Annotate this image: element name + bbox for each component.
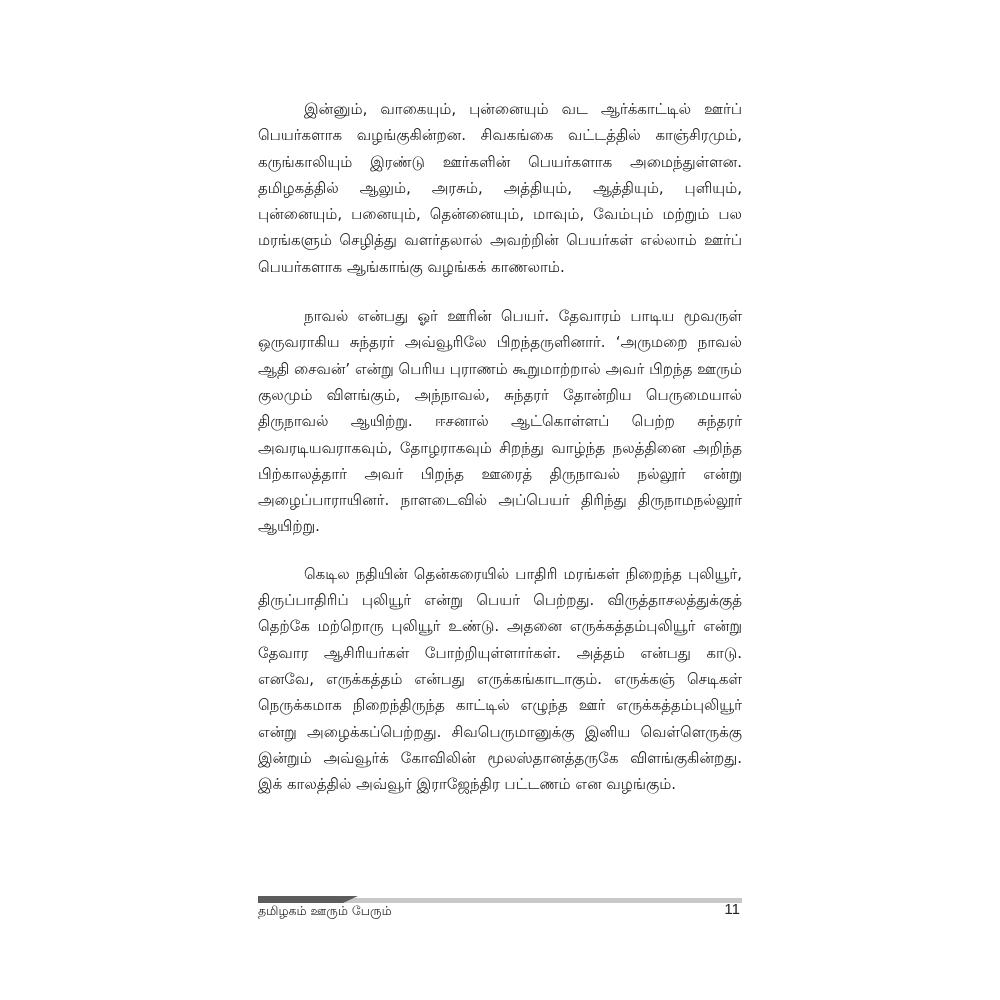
page-number: 11	[724, 901, 740, 918]
paragraph-1: இன்னும், வாகையும், புன்னையும் வட ஆர்க்காட்டில் ஊர்ப் பெயர்களாக வழங்குகின்றன. சிவகங்கை வட்டத்தில் காஞ்சிரமும், கருங்காலியும் இரண்டு ஊர்களின் பெயர்களாக அமைந்துள்ளன. தமிழகத்தில் ஆலும், அரசும், அத்தியும், ஆத்தியும், புளியும், புன்னையும், பனையும், தென்னையும், மாவும், வேம்பும் மற்றும் பல மரங்களும் செழித்து வளர்தலால் அவற்றின் பெயர்கள் எல்லாம் ஊர்ப் பெயர்களாக ஆங்காங்கு வழங்கக் காணலாம்.	[258, 100, 742, 276]
paragraph-3: கெடில நதியின் தென்கரையில் பாதிரி மரங்கள் நிறைந்த புலியூர், திருப்பாதிரிப் புலியூர் என்று பெயர் பெற்றது. விருத்தாசலத்துக்குத் தெற்கே மற்றொரு புலியூர் உண்டு. அதனை எருக்கத்தம்புலியூர் என்று தேவார ஆசிரியர்கள் போற்றியுள்ளார்கள். அத்தம் என்பது காடு. எனவே, எருக்கத்தம் என்பது எருக்கங்காடாகும். எருக்கஞ் செடிகள் நெருக்கமாக நிறைந்திருந்த காட்டில் எழுந்த ஊர் எருக்கத்தம்புலியூர் என்று அழைக்கப்பெற்றது. சிவபெருமானுக்கு இனிய வெள்ளெருக்கு இன்றும் அவ்வூர்க் கோவிலின் மூலஸ்தானத்தருகே விளங்குகின்றது. இக் காலத்தில் அவ்வூர் இராஜேந்திர பட்டணம் என வழங்கும்.	[258, 564, 742, 794]
body-text	[258, 96, 742, 820]
paragraph-2: நாவல் என்பது ஓர் ஊரின் பெயர். தேவாரம் பாடிய மூவருள் ஒருவராகிய சுந்தரர் அவ்வூரிலே பிறந்தருளினார். ‘அருமறை நாவல் ஆதி சைவன்’ என்று பெரிய புராணம் கூறுமாற்றால் அவர் பிறந்த ஊரும் குலமும் விளங்கும், அந்நாவல், சுந்தரர் தோன்றிய பெருமையால் திருநாவல் ஆயிற்று. ஈசனால் ஆட்கொள்ளப் பெற்ற சுந்தரர் அவரடியவராகவும், தோழராகவும் சிறந்து வாழ்ந்த நலத்தினை அறிந்த பிற்காலத்தார் அவர் பிறந்த ஊரைத் திருநாவல் நல்லூர் என்று அழைப்பாராயினர். நாளடைவில் அப்பெயர் திரிந்து திருநாமநல்லூர் ஆயிற்று.	[258, 307, 742, 536]
footer-rule-accent	[258, 896, 358, 903]
running-footer-title: தமிழகம் ஊரும் பேரும்	[258, 903, 392, 918]
